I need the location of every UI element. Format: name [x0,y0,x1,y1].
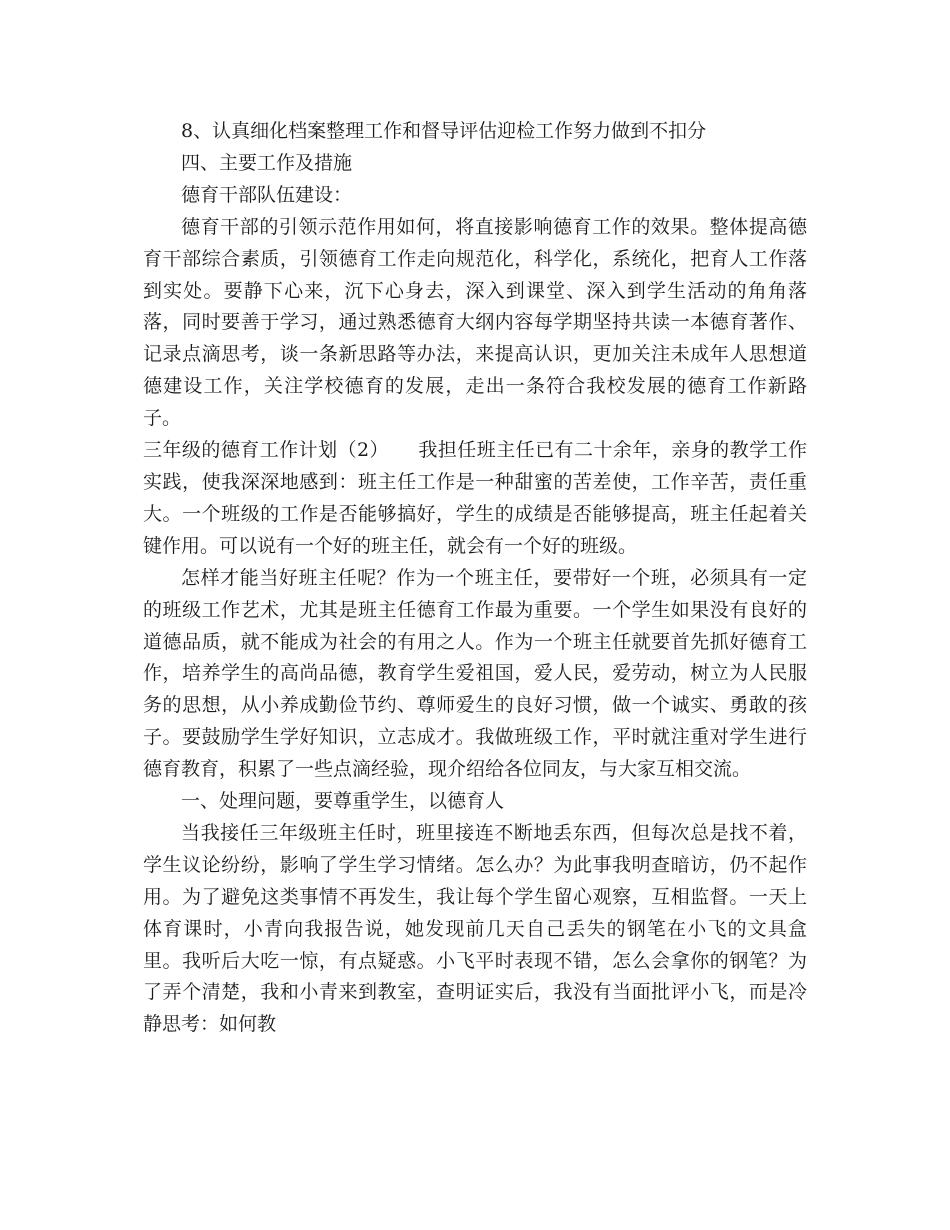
subheading-cadre-building: 德育干部队伍建设： [181,183,353,206]
section-heading-respect-students: 一、处理问题，要尊重学生，以德育人 [181,790,505,813]
paragraph-how-to-be-teacher: 怎样才能当好班主任呢？作为一个班主任，要带好一个班，必须具有一定的班级工作艺术，尤其是班主任德育工作最为重要。一个学生如果没有良好的道德品质，就不能成为社会的有用之人。作为一个班主任就要首先抓好德育工作，培养学生的高尚品德，教育学生爱祖国，爱人民，爱劳动，树立为人民服务的思想，从小养成勤俭节约、尊师爱生的良好习惯，做一个诚实、勇敢的孩子。要鼓励学生学好知识，立志成才。我做班级工作，平时就注重对学生进行德育教育，积累了一些点滴经验，现介绍给各位同友，与大家互相交流。 [143,566,807,781]
paragraph-story: 当我接任三年级班主任时，班里接连不断地丢东西，但每次总是找不着，学生议论纷纷，影响了学生学习情绪。怎么办？为此事我明查暗访，仍不起作用。为了避免这类事情不再发生，我让每个学生留心观察，互相监督。一天上体育课时，小青向我报告说，她发现前几天自己丢失的钢笔在小飞的文具盒里。我听后大吃一惊，有点疑惑。小飞平时表现不错，怎么会拿你的钢笔？为了弄个清楚，我和小青来到教室，查明证实后，我没有当面批评小飞，而是冷静思考：如何教 [143,821,807,1036]
section-heading-main-work: 四、主要工作及措施 [181,151,353,174]
paragraph-item-8: 8、认真细化档案整理工作和督导评估迎检工作努力做到不扣分 [181,120,707,142]
paragraph-plan-2-intro: 三年级的德育工作计划（2） 我担任班主任已有二十余年，亲身的教学工作实践，使我深深地感到：班主任工作是一种甜蜜的苦差使，工作辛苦，责任重大。一个班级的工作是否能够搞好，学生的成绩是否能够提高，班主任起着关键作用。可以说有一个好的班主任，就会有一个好的班级。 [143,439,807,557]
document-body [143,116,807,1041]
paragraph-cadre-role: 德育干部的引领示范作用如何，将直接影响德育工作的效果。整体提高德育干部综合素质，引领德育工作走向规范化，科学化，系统化，把育人工作落到实处。要静下心来，沉下心身去，深入到课堂、深入到学生活动的角角落落，同时要善于学习，通过熟悉德育大纲内容每学期坚持共读一本德育著作、记录点滴思考，谈一条新思路等办法，来提高认识，更加关注未成年人思想道德建设工作，关注学校德育的发展，走出一条符合我校发展的德育工作新路子。 [143,215,807,430]
